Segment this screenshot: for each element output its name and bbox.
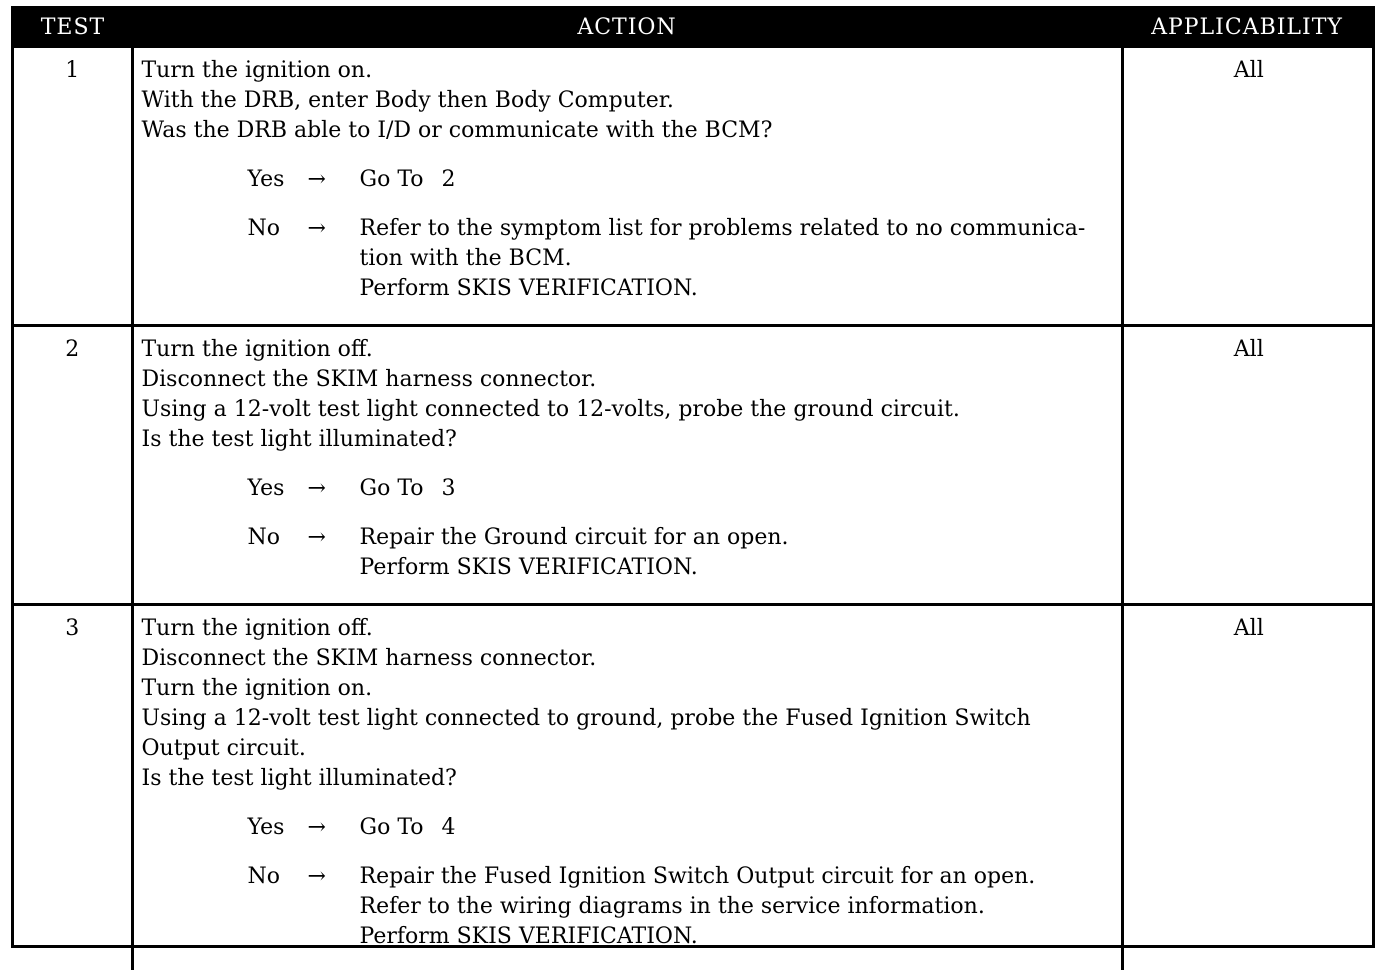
header-applicability: APPLICABILITY [1122, 9, 1372, 47]
no-result [360, 862, 1115, 952]
header-action: ACTION [132, 9, 1122, 47]
step-line: With the DRB, enter Body then Body Computer. [142, 86, 1115, 116]
table-header-row [14, 9, 1372, 47]
applicability-value: All [1122, 47, 1372, 326]
action-cell [132, 326, 1122, 605]
diagnostic-test-table [14, 9, 1372, 970]
no-branch [142, 214, 1115, 304]
no-label: No [248, 862, 308, 952]
yes-branch [142, 165, 1115, 195]
arrow-right-icon: → [308, 813, 360, 843]
no-result-line: Refer to the symptom list for problems related to no communica- [360, 214, 1115, 244]
goto-number: 4 [442, 815, 456, 840]
no-branch [142, 523, 1115, 583]
step-line: Using a 12-volt test light connected to ground, probe the Fused Ignition Switch [142, 704, 1115, 734]
step-line: Turn the ignition off. [142, 335, 1115, 365]
diagnostic-table-frame [11, 6, 1375, 948]
no-result [360, 523, 1115, 583]
goto-text: Go To [360, 167, 424, 192]
arrow-right-icon: → [308, 165, 360, 195]
applicability-value: All [1122, 326, 1372, 605]
step-line: Using a 12-volt test light connected to 12-volts, probe the ground circuit. [142, 395, 1115, 425]
yes-result [360, 813, 1115, 843]
table-row [14, 326, 1372, 605]
step-line: Turn the ignition on. [142, 674, 1115, 704]
no-result-line: Perform SKIS VERIFICATION. [360, 274, 1115, 304]
goto-number: 3 [442, 476, 456, 501]
header-test: TEST [14, 9, 132, 47]
step-line: Disconnect the SKIM harness connector. [142, 644, 1115, 674]
action-cell [132, 605, 1122, 970]
yes-branch [142, 813, 1115, 843]
yes-branch [142, 474, 1115, 504]
test-number: 3 [14, 605, 132, 970]
step-line: Turn the ignition off. [142, 614, 1115, 644]
arrow-right-icon: → [308, 523, 360, 583]
goto-number: 2 [442, 167, 456, 192]
step-line: Is the test light illuminated? [142, 764, 1115, 794]
no-label: No [248, 523, 308, 583]
no-result-line: Repair the Fused Ignition Switch Output circuit for an open. [360, 862, 1115, 892]
step-line: Turn the ignition on. [142, 56, 1115, 86]
no-result-line: tion with the BCM. [360, 244, 1115, 274]
goto-text: Go To [360, 815, 424, 840]
step-line: Output circuit. [142, 734, 1115, 764]
table-row [14, 605, 1372, 970]
no-branch [142, 862, 1115, 952]
no-result [360, 214, 1115, 304]
step-line: Was the DRB able to I/D or communicate with the BCM? [142, 116, 1115, 146]
arrow-right-icon: → [308, 214, 360, 304]
yes-label: Yes [248, 165, 308, 195]
yes-label: Yes [248, 813, 308, 843]
no-result-line: Perform SKIS VERIFICATION. [360, 922, 1115, 952]
arrow-right-icon: → [308, 474, 360, 504]
test-number: 1 [14, 47, 132, 326]
applicability-value: All [1122, 605, 1372, 970]
no-label: No [248, 214, 308, 304]
test-number: 2 [14, 326, 132, 605]
yes-result [360, 474, 1115, 504]
step-line: Disconnect the SKIM harness connector. [142, 365, 1115, 395]
table-row [14, 47, 1372, 326]
action-cell [132, 47, 1122, 326]
yes-result [360, 165, 1115, 195]
yes-label: Yes [248, 474, 308, 504]
no-result-line: Refer to the wiring diagrams in the service information. [360, 892, 1115, 922]
arrow-right-icon: → [308, 862, 360, 952]
no-result-line: Perform SKIS VERIFICATION. [360, 553, 1115, 583]
no-result-line: Repair the Ground circuit for an open. [360, 523, 1115, 553]
goto-text: Go To [360, 476, 424, 501]
step-line: Is the test light illuminated? [142, 425, 1115, 455]
